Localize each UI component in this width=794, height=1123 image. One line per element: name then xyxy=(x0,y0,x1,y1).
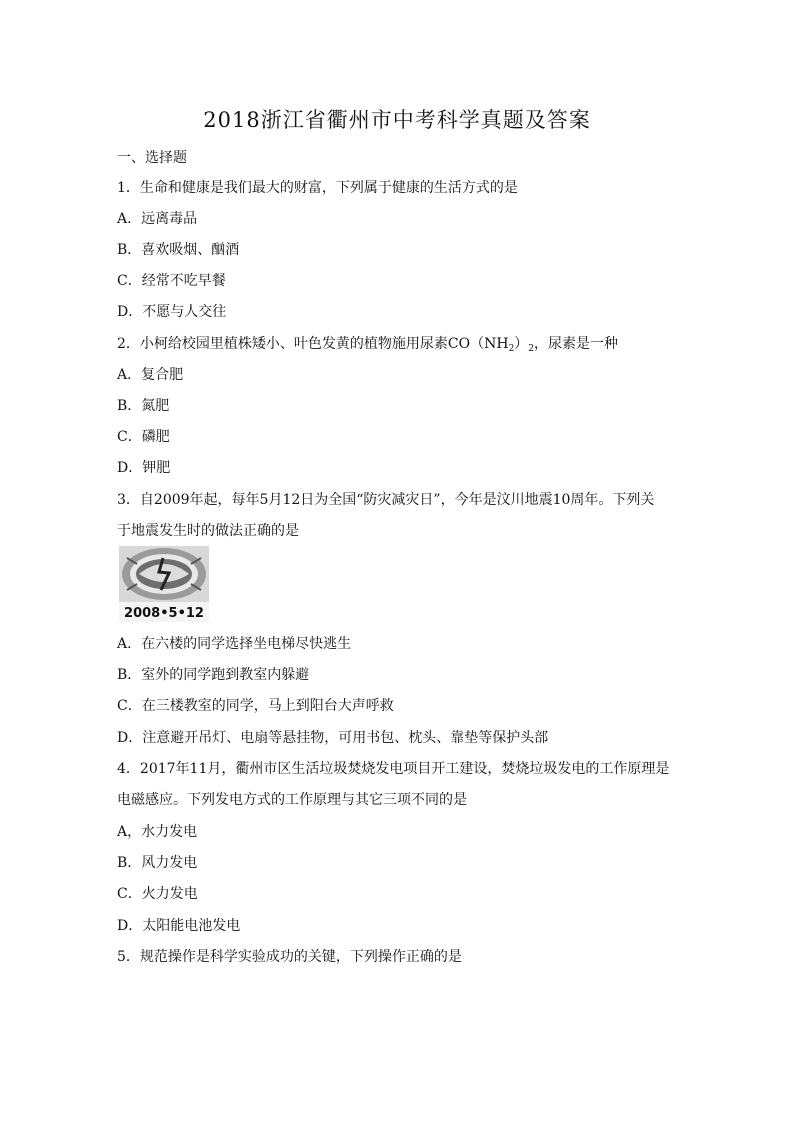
question-4-option-c: C．火力发电 xyxy=(117,886,198,902)
question-4-stem-line1: 4．2017年11月，衢州市区生活垃圾焚烧发电项目开工建设，焚烧垃圾发电的工作原理是 xyxy=(117,761,670,777)
section-heading: 一、选择题 xyxy=(117,150,187,166)
question-1-stem: 1．生命和健康是我们最大的财富，下列属于健康的生活方式的是 xyxy=(117,180,518,196)
question-3-stem-line1: 3．自2009年起，每年5月12日为全国“防灾减灾日”，今年是汶川地震10周年。下列关 xyxy=(117,492,655,508)
question-2-option-a: A．复合肥 xyxy=(117,367,184,383)
question-4-option-a: A，水力发电 xyxy=(117,824,198,840)
question-2-stem: 2．小柯给校园里植株矮小、叶色发黄的植物施用尿素$CO(NH_2)_2$，尿素是一种 xyxy=(117,336,619,354)
question-4-stem-line2: 电磁感应。下列发电方式的工作原理与其它三项不同的是 xyxy=(117,792,467,808)
question-2-option-c: C．磷肥 xyxy=(117,429,170,445)
question-1-option-d: D．不愿与人交往 xyxy=(117,304,227,320)
question-1-option-a: A．远离毒品 xyxy=(117,211,198,227)
memorial-date-caption: 2008•5•12 xyxy=(124,606,204,621)
question-1-option-b: B．喜欢吸烟、酗酒 xyxy=(117,242,240,258)
question-1-option-c: C．经常不吃早餐 xyxy=(117,273,226,289)
question-3-option-d: D．注意避开吊灯、电扇等悬挂物，可用书包、枕头、靠垫等保护头部 xyxy=(117,730,549,746)
question-4-option-d: D．太阳能电池发电 xyxy=(117,918,241,934)
earthquake-memorial-image xyxy=(119,546,209,622)
question-2-option-d: D．钾肥 xyxy=(117,460,171,476)
question-3-option-a: A．在六楼的同学选择坐电梯尽快逃生 xyxy=(117,636,352,652)
question-2-option-b: B．氮肥 xyxy=(117,398,170,414)
question-3-option-c: C．在三楼教室的同学，马上到阳台大声呼救 xyxy=(117,698,394,714)
memorial-seal-graphic xyxy=(119,546,209,622)
question-3-stem-line2: 于地震发生时的做法正确的是 xyxy=(117,523,299,539)
question-5-stem: 5．规范操作是科学实验成功的关键，下列操作正确的是 xyxy=(117,949,462,965)
document-title: 2018浙江省衢州市中考科学真题及答案 xyxy=(203,108,591,132)
question-4-option-b: B．风力发电 xyxy=(117,855,198,871)
question-3-option-b: B．室外的同学跑到教室内躲避 xyxy=(117,667,310,683)
